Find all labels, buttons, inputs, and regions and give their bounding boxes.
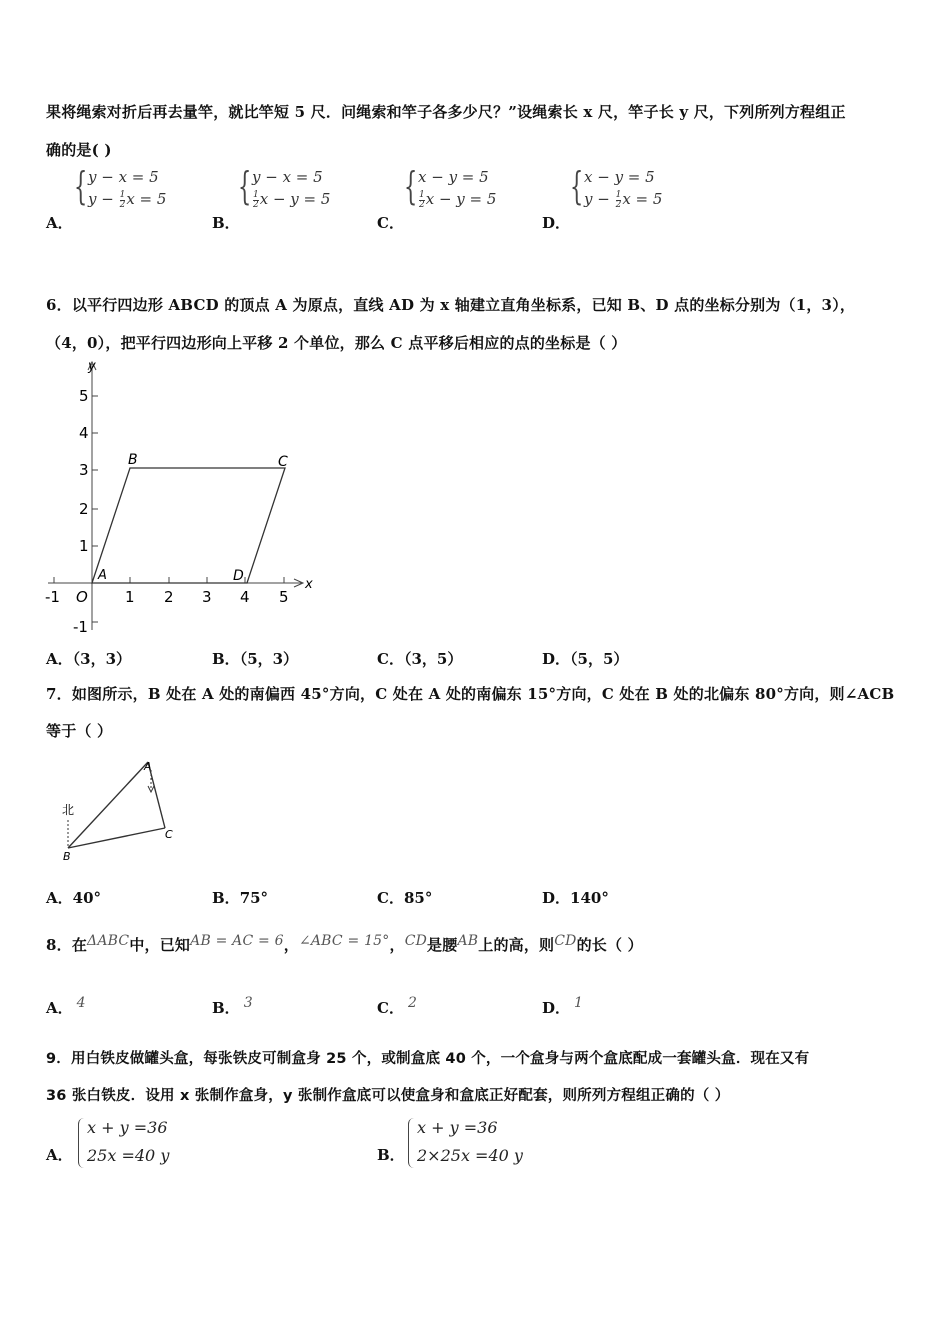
north-label: 北 — [62, 803, 75, 817]
option-label: A． — [46, 214, 73, 232]
q6-option-c[interactable]: C．（3，5） — [377, 650, 463, 668]
option-label: C． — [377, 214, 404, 232]
math-angle-abc: ∠ABC = 15° — [298, 933, 390, 949]
q6-option-b[interactable]: B．（5，3） — [212, 650, 299, 668]
y-tick-label: 3 — [79, 461, 89, 479]
math-triangle-abc: ΔABC — [87, 933, 130, 949]
x-tick-label: 4 — [240, 588, 250, 606]
x-tick-label: 2 — [164, 588, 174, 606]
q8-option-a[interactable]: A． 4 — [46, 995, 86, 1017]
x-axis-label: x — [305, 577, 313, 592]
math-cd: CD — [404, 933, 428, 949]
q7-direction-figure — [50, 752, 190, 872]
y-tick-label: 4 — [79, 424, 89, 442]
x-tick-label: 5 — [279, 588, 289, 606]
point-c-label: C — [278, 454, 288, 470]
point-b-label: B — [128, 452, 138, 468]
math-ab-ac-6: AB = AC = 6 — [190, 933, 284, 949]
y-tick-label: 2 — [79, 500, 89, 518]
q5-option-b[interactable] — [212, 212, 240, 233]
q7-option-a[interactable]: A．40° — [46, 889, 102, 907]
segment-ab — [68, 762, 148, 848]
q6-text-line2: （4，0），把平行四边形向上平移 2 个单位，那么 C 点平移后相应的点的坐标是（ ） — [46, 334, 627, 352]
q9-text-line1: 9．用白铁皮做罐头盒，每张铁皮可制盒身 25 个，或制盒底 40 个，一个盒身与两个盒底配成一套罐头盒．现在又有 — [46, 1051, 810, 1067]
q6-coordinate-graph — [40, 356, 330, 641]
q7-option-c[interactable]: C．85° — [377, 889, 433, 907]
math-ab: AB — [457, 933, 479, 949]
q8-text: 8．在ΔABC中，已知AB = AC = 6，∠ABC = 15°，CD是腰AB上的高，则CD的长（ ） — [46, 933, 643, 954]
x-tick-label: 1 — [125, 588, 135, 606]
option-label: D． — [542, 214, 571, 232]
q9-option-a[interactable]: A． — [46, 1146, 73, 1164]
origin-label: O — [76, 588, 88, 606]
q7-option-d[interactable]: D．140° — [542, 889, 609, 907]
q7-text-line1: 7．如图所示，B 处在 A 处的南偏西 45°方向，C 处在 A 处的南偏东 15°方向，C 处在 B 处的北偏东 80°方向，则∠ACB — [46, 685, 895, 703]
point-a-label: A — [144, 760, 152, 773]
y-tick-label: -1 — [73, 618, 88, 636]
x-tick-label: 3 — [202, 588, 212, 606]
q6-option-d[interactable]: D．（5，5） — [542, 650, 629, 668]
q6-option-a[interactable]: A．（3，3） — [46, 650, 132, 668]
q5-text-line2: 确的是( ) — [46, 141, 112, 159]
q5-option-d[interactable] — [542, 212, 570, 233]
q9-text-line2: 36 张白铁皮．设用 x 张制作盒身，y 张制作盒底可以使盒身和盒底正好配套，则所列方程组正确的（ ） — [46, 1088, 730, 1104]
q8-option-d[interactable]: D． 1 — [542, 995, 583, 1017]
q5-option-a[interactable] — [46, 212, 73, 233]
q8-option-b[interactable]: B． 3 — [212, 995, 253, 1017]
q9-option-b[interactable]: B． — [377, 1146, 405, 1164]
q5-option-c[interactable] — [377, 212, 404, 233]
segment-bc — [68, 828, 165, 848]
point-b-label: B — [63, 850, 71, 863]
point-a-label: A — [98, 568, 107, 583]
math-cd: CD — [554, 933, 577, 949]
q8-option-c[interactable]: C． 2 — [377, 995, 417, 1017]
q5-text-line1: 果将绳索对折后再去量竿，就比竿短 5 尺．问绳索和竿子各多少尺？”设绳索长 x 尺，竿子长 y 尺，下列所列方程组正 — [46, 103, 846, 121]
option-label: B． — [212, 214, 240, 232]
y-tick-label: 5 — [79, 387, 89, 405]
x-tick-label: -1 — [45, 588, 60, 606]
point-c-label: C — [165, 828, 173, 841]
q7-option-b[interactable]: B．75° — [212, 889, 269, 907]
q7-text-line2: 等于（ ） — [46, 722, 113, 740]
q6-text-line1: 6．以平行四边形 ABCD 的顶点 A 为原点，直线 AD 为 x 轴建立直角坐标系，已知 B、D 点的坐标分别为（1，3）， — [46, 296, 856, 314]
y-axis-label: y — [88, 359, 96, 374]
point-d-label: D — [233, 568, 244, 584]
x-ticks — [45, 577, 289, 606]
parallelogram-abcd — [92, 468, 285, 583]
y-tick-label: 1 — [79, 537, 89, 555]
